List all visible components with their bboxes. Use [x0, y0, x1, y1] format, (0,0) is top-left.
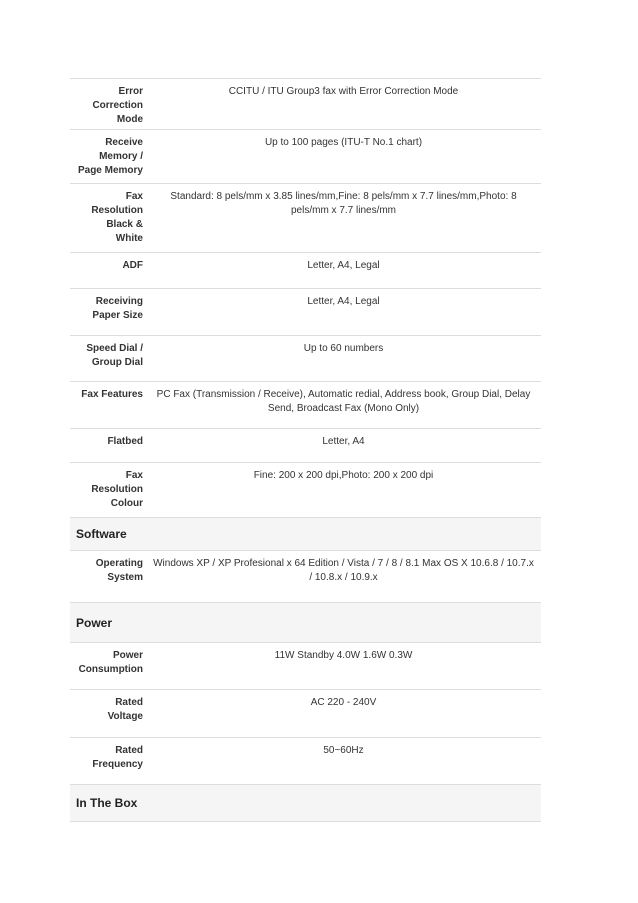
spec-value: Letter, A4, Legal [146, 289, 541, 336]
spec-label: Fax Resolution Colour [91, 470, 143, 509]
spec-value: Up to 60 numbers [146, 336, 541, 382]
spec-label-cell [70, 253, 146, 289]
spec-label: Speed Dial / Group Dial [86, 343, 143, 368]
spec-label: Error Correction Mode [92, 86, 143, 125]
spec-row [70, 738, 541, 785]
spec-row [70, 429, 541, 463]
spec-label: Receive Memory / Page Memory [77, 137, 143, 176]
spec-label: Operating System [95, 558, 143, 583]
spec-value: AC 220 - 240V [146, 690, 541, 738]
spec-table [70, 78, 541, 822]
spec-label: ADF [122, 260, 143, 271]
spec-label-cell [70, 643, 146, 690]
spec-value: Letter, A4, Legal [146, 253, 541, 289]
spec-label: Fax Features [81, 389, 143, 400]
section-header-row [70, 518, 541, 551]
spec-value: PC Fax (Transmission / Receive), Automatic redial, Address book, Group Dial, Delay Send, Broadcast Fax (Mono Only) [146, 382, 541, 429]
spec-label: Receiving Paper Size [92, 296, 143, 321]
spec-row [70, 253, 541, 289]
spec-label-cell [70, 551, 146, 603]
spec-label: Rated Frequency [92, 745, 143, 770]
spec-value: CCITU / ITU Group3 fax with Error Correction Mode [146, 79, 541, 130]
section-title: Software [70, 518, 541, 551]
section-header-row [70, 603, 541, 643]
spec-row [70, 336, 541, 382]
spec-row [70, 184, 541, 253]
section-title: In The Box [70, 785, 541, 822]
spec-value: Standard: 8 pels/mm x 3.85 lines/mm,Fine: 8 pels/mm x 7.7 lines/mm,Photo: 8 pels/mm x 7.7 lines/mm [146, 184, 541, 253]
spec-row [70, 643, 541, 690]
spec-value: Letter, A4 [146, 429, 541, 463]
spec-row [70, 79, 541, 130]
spec-label: Fax Resolution Black & White [91, 191, 143, 244]
spec-row [70, 463, 541, 518]
spec-value: 11W Standby 4.0W 1.6W 0.3W [146, 643, 541, 690]
spec-label: Power Consumption [78, 650, 143, 675]
section-title: Power [70, 603, 541, 643]
spec-label-cell [70, 738, 146, 785]
spec-label-cell [70, 382, 146, 429]
spec-table-body [70, 79, 541, 822]
spec-value: Fine: 200 x 200 dpi,Photo: 200 x 200 dpi [146, 463, 541, 518]
spec-label-cell [70, 690, 146, 738]
spec-label-cell [70, 184, 146, 253]
spec-row [70, 289, 541, 336]
section-header-row [70, 785, 541, 822]
spec-label-cell [70, 429, 146, 463]
spec-label: Rated Voltage [107, 697, 143, 722]
spec-label-cell [70, 463, 146, 518]
spec-value: Up to 100 pages (ITU-T No.1 chart) [146, 130, 541, 184]
spec-row [70, 551, 541, 603]
spec-label-cell [70, 130, 146, 184]
spec-value: 50~60Hz [146, 738, 541, 785]
spec-row [70, 690, 541, 738]
spec-row [70, 130, 541, 184]
spec-label-cell [70, 336, 146, 382]
spec-row [70, 382, 541, 429]
spec-value: Windows XP / XP Profesional x 64 Edition / Vista / 7 / 8 / 8.1 Max OS X 10.6.8 / 10.7.x / 10.8.x / 10.9.x [146, 551, 541, 603]
spec-label-cell [70, 79, 146, 130]
spec-label: Flatbed [107, 436, 143, 447]
spec-label-cell [70, 289, 146, 336]
